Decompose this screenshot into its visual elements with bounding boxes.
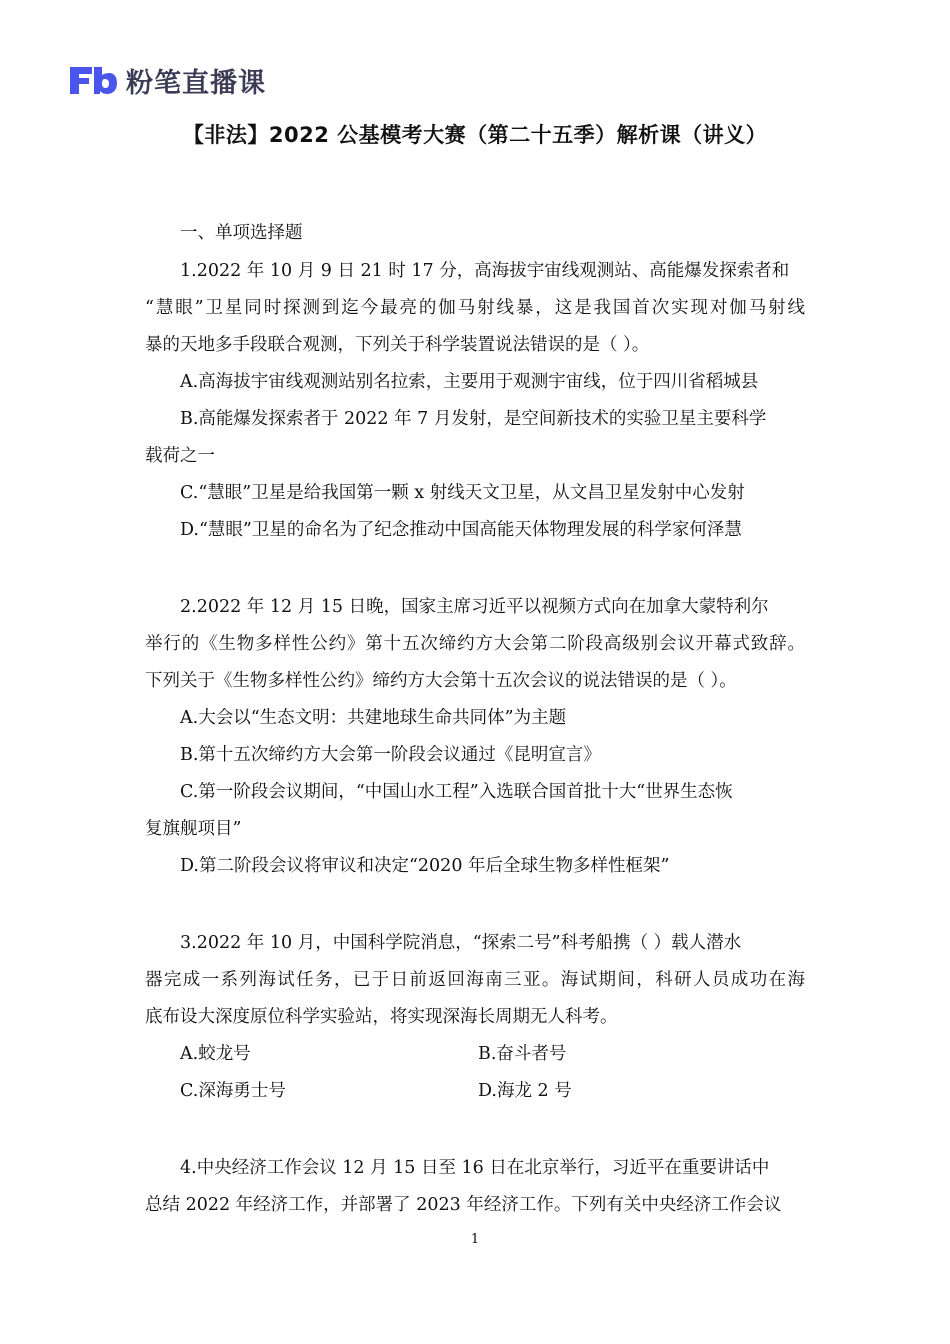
q2-option-b: B.第十五次缔约方大会第一阶段会议通过《昆明宣言》 xyxy=(180,745,601,765)
q3-stem-line-3: 底布设大深度原位科学实验站，将实现深海长周期无人科考。 xyxy=(145,1007,618,1027)
q2-stem-line-1: 2.2022 年 12 月 15 日晚，国家主席习近平以视频方式向在加拿大蒙特利尔 xyxy=(180,597,769,617)
q2-option-c-cont: 复旗舰项目” xyxy=(145,819,242,839)
q2-option-c: C.第一阶段会议期间，“中国山水工程”入选联合国首批十大“世界生态恢 xyxy=(180,782,733,802)
q1-option-c: C.“慧眼”卫星是给我国第一颗 x 射线天文卫星，从文昌卫星发射中心发射 xyxy=(180,483,745,503)
fb-logo-icon xyxy=(68,63,118,97)
q1-option-d: D.“慧眼”卫星的命名为了纪念推动中国高能天体物理发展的科学家何泽慧 xyxy=(180,520,742,540)
brand-logo xyxy=(68,60,266,100)
q3-stem-line-2: 器完成一系列海试任务，已于日前返回海南三亚。海试期间，科研人员成功在海 xyxy=(145,970,805,990)
q2-stem-line-3: 下列关于《生物多样性公约》缔约方大会第十五次会议的说法错误的是（ ）。 xyxy=(145,671,737,691)
q3-option-a: A.蛟龙号 xyxy=(180,1044,251,1064)
q1-stem-line-1: 1.2022 年 10 月 9 日 21 时 17 分，高海拔宇宙线观测站、高能爆发探索者和 xyxy=(180,261,790,281)
q1-option-a: A.高海拔宇宙线观测站别名拉索，主要用于观测宇宙线，位于四川省稻城县 xyxy=(180,372,759,392)
section-heading: 一、单项选择题 xyxy=(180,223,303,243)
q3-option-d: D.海龙 2 号 xyxy=(478,1081,572,1101)
brand-name: 粉笔直播课 xyxy=(126,67,266,99)
q1-option-b: B.高能爆发探索者于 2022 年 7 月发射，是空间新技术的实验卫星主要科学 xyxy=(180,409,767,429)
q1-stem-line-3: 暴的天地多手段联合观测，下列关于科学装置说法错误的是（ ）。 xyxy=(145,335,650,355)
q3-option-b: B.奋斗者号 xyxy=(478,1044,567,1064)
q2-option-d: D.第二阶段会议将审议和决定“2020 年后全球生物多样性框架” xyxy=(180,856,670,876)
document-title: 【非法】2022 公基模考大赛（第二十五季）解析课（讲义） xyxy=(182,123,768,147)
q4-stem-line-1: 4.中央经济工作会议 12 月 15 日至 16 日在北京举行，习近平在重要讲话中 xyxy=(180,1158,770,1178)
q3-option-c: C.深海勇士号 xyxy=(180,1081,286,1101)
page-number: 1 xyxy=(470,1232,480,1247)
q4-stem-line-2: 总结 2022 年经济工作，并部署了 2023 年经济工作。下列有关中央经济工作会议 xyxy=(145,1195,782,1215)
q1-stem-line-2: “慧眼”卫星同时探测到迄今最亮的伽马射线暴，这是我国首次实现对伽马射线 xyxy=(145,298,805,318)
q2-stem-line-2: 举行的《生物多样性公约》第十五次缔约方大会第二阶段高级别会议开幕式致辞。 xyxy=(145,634,805,654)
q2-option-a: A.大会以“生态文明：共建地球生命共同体”为主题 xyxy=(180,708,567,728)
q3-stem-line-1: 3.2022 年 10 月，中国科学院消息，“探索二号”科考船携（ ）载人潜水 xyxy=(180,933,742,953)
q1-option-b-cont: 载荷之一 xyxy=(145,446,215,466)
